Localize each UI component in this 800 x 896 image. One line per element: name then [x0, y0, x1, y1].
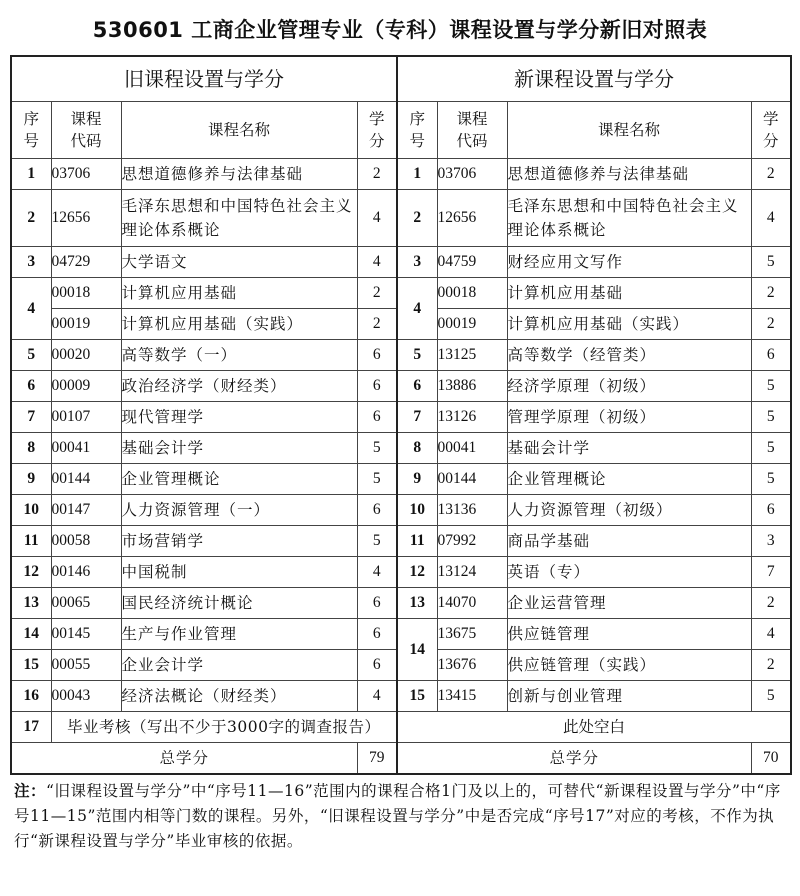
- new-seq: 15: [397, 681, 437, 712]
- page-title: 530601 工商企业管理专业（专科）课程设置与学分新旧对照表: [92, 18, 708, 42]
- new-name: 毛泽东思想和中国特色社会主义理论体系概论: [507, 190, 751, 247]
- old-credit: 6: [357, 340, 397, 371]
- old-seq-header: 序号: [11, 102, 51, 159]
- old-code: 12656: [51, 190, 121, 247]
- old-name: 人力资源管理（一）: [121, 495, 357, 526]
- new-code: 13136: [437, 495, 507, 526]
- new-name: 经济学原理（初级）: [507, 371, 751, 402]
- new-name: 计算机应用基础: [507, 278, 751, 309]
- new-credit: 6: [751, 340, 791, 371]
- old-seq: 16: [11, 681, 51, 712]
- old-seq: 9: [11, 464, 51, 495]
- new-code: 07992: [437, 526, 507, 557]
- old-code: 00147: [51, 495, 121, 526]
- old-credit: 4: [357, 190, 397, 247]
- new-name: 商品学基础: [507, 526, 751, 557]
- old-name: 生产与作业管理: [121, 619, 357, 650]
- old-code: 00018: [51, 278, 121, 309]
- new-seq: 14: [397, 619, 437, 681]
- new-seq: 6: [397, 371, 437, 402]
- new-name: 思想道德修养与法律基础: [507, 159, 751, 190]
- new-name: 管理学原理（初级）: [507, 402, 751, 433]
- old-name: 企业会计学: [121, 650, 357, 681]
- new-name: 人力资源管理（初级）: [507, 495, 751, 526]
- old-name-header: 课程名称: [121, 102, 357, 159]
- old-name: 现代管理学: [121, 402, 357, 433]
- new-seq: 9: [397, 464, 437, 495]
- new-code: 13126: [437, 402, 507, 433]
- new-code: 00018: [437, 278, 507, 309]
- new-seq: 7: [397, 402, 437, 433]
- old-seq: 2: [11, 190, 51, 247]
- new-name: 英语（专）: [507, 557, 751, 588]
- new-section-title: 新课程设置与学分: [397, 56, 791, 102]
- new-seq: 1: [397, 159, 437, 190]
- new-code: 13124: [437, 557, 507, 588]
- old-name: 大学语文: [121, 247, 357, 278]
- old-name: 计算机应用基础（实践）: [121, 309, 357, 340]
- table-row: [11, 526, 791, 557]
- table-row: [11, 464, 791, 495]
- graduation-assessment: 毕业考核（写出不少于3000字的调查报告）: [51, 712, 397, 743]
- old-credit: 6: [357, 650, 397, 681]
- old-name: 政治经济学（财经类）: [121, 371, 357, 402]
- old-seq: 7: [11, 402, 51, 433]
- table-row: [11, 247, 791, 278]
- old-name: 企业管理概论: [121, 464, 357, 495]
- old-credit: 2: [357, 309, 397, 340]
- table-row: [11, 190, 791, 247]
- new-name-header: 课程名称: [507, 102, 751, 159]
- new-credit: 2: [751, 309, 791, 340]
- old-name: 计算机应用基础: [121, 278, 357, 309]
- new-code: 13676: [437, 650, 507, 681]
- new-total-credit: 70: [751, 743, 791, 775]
- new-credit: 5: [751, 371, 791, 402]
- old-seq: 10: [11, 495, 51, 526]
- new-name: 高等数学（经管类）: [507, 340, 751, 371]
- old-credit: 5: [357, 433, 397, 464]
- new-code: 13415: [437, 681, 507, 712]
- old-seq: 5: [11, 340, 51, 371]
- new-seq: 10: [397, 495, 437, 526]
- old-credit: 6: [357, 402, 397, 433]
- old-seq: 11: [11, 526, 51, 557]
- new-name: 基础会计学: [507, 433, 751, 464]
- new-seq: 3: [397, 247, 437, 278]
- old-credit: 4: [357, 557, 397, 588]
- section-header-row: [11, 56, 791, 102]
- table-row: [11, 371, 791, 402]
- new-seq: 2: [397, 190, 437, 247]
- table-row: [11, 433, 791, 464]
- table-row: [11, 495, 791, 526]
- old-total-label: 总学分: [11, 743, 357, 775]
- new-code: 12656: [437, 190, 507, 247]
- old-credit: 4: [357, 247, 397, 278]
- old-seq: 8: [11, 433, 51, 464]
- old-section-title: 旧课程设置与学分: [11, 56, 397, 102]
- old-code: 00043: [51, 681, 121, 712]
- old-seq: 3: [11, 247, 51, 278]
- new-credit: 2: [751, 159, 791, 190]
- new-credit: 3: [751, 526, 791, 557]
- new-seq: 4: [397, 278, 437, 340]
- old-credit: 6: [357, 619, 397, 650]
- old-code: 00020: [51, 340, 121, 371]
- new-seq: 11: [397, 526, 437, 557]
- old-seq: 12: [11, 557, 51, 588]
- old-total-credit: 79: [357, 743, 397, 775]
- new-credit: 7: [751, 557, 791, 588]
- footnote-label: 注：: [14, 782, 47, 800]
- old-code: 00107: [51, 402, 121, 433]
- old-name: 国民经济统计概论: [121, 588, 357, 619]
- table-row: [11, 402, 791, 433]
- new-seq: 13: [397, 588, 437, 619]
- old-credit: 6: [357, 495, 397, 526]
- table-row: [11, 340, 791, 371]
- old-code: 00144: [51, 464, 121, 495]
- new-name: 企业运营管理: [507, 588, 751, 619]
- new-credit: 4: [751, 619, 791, 650]
- old-name: 思想道德修养与法律基础: [121, 159, 357, 190]
- old-name: 市场营销学: [121, 526, 357, 557]
- new-code: 00019: [437, 309, 507, 340]
- table-row: [11, 159, 791, 190]
- old-code: 00041: [51, 433, 121, 464]
- old-credit: 5: [357, 526, 397, 557]
- old-credit: 6: [357, 588, 397, 619]
- new-code: 13675: [437, 619, 507, 650]
- new-credit: 5: [751, 247, 791, 278]
- table-row: [11, 588, 791, 619]
- new-name: 计算机应用基础（实践）: [507, 309, 751, 340]
- old-code: 00146: [51, 557, 121, 588]
- old-code: 04729: [51, 247, 121, 278]
- new-credit: 5: [751, 402, 791, 433]
- old-name: 经济法概论（财经类）: [121, 681, 357, 712]
- footnote: [14, 779, 786, 854]
- course-comparison-table: [10, 55, 792, 775]
- new-name: 企业管理概论: [507, 464, 751, 495]
- old-code: 00009: [51, 371, 121, 402]
- table-row: [11, 619, 791, 650]
- table-row: [11, 278, 791, 309]
- new-code-header: 课程代码: [437, 102, 507, 159]
- new-code: 00041: [437, 433, 507, 464]
- old-credit-header: 学分: [357, 102, 397, 159]
- new-code: 00144: [437, 464, 507, 495]
- old-credit: 2: [357, 159, 397, 190]
- new-seq: 8: [397, 433, 437, 464]
- old-name: 高等数学（一）: [121, 340, 357, 371]
- new-name: 供应链管理: [507, 619, 751, 650]
- new-name: 财经应用文写作: [507, 247, 751, 278]
- new-code: 13125: [437, 340, 507, 371]
- old-code-header: 课程代码: [51, 102, 121, 159]
- old-credit: 2: [357, 278, 397, 309]
- old-seq: 14: [11, 619, 51, 650]
- old-credit: 4: [357, 681, 397, 712]
- old-code: 00019: [51, 309, 121, 340]
- footnote-text: “旧课程设置与学分”中“序号11—16”范围内的课程合格1门及以上的，可替代“新课程设置与学分”中“序号11—15”范围内相等门数的课程。另外，“旧课程设置与学分”中是否完成“序号17”对应的考核，不作为执行“新课程设置与学分”毕业审核的依据。: [14, 782, 781, 850]
- new-seq: 12: [397, 557, 437, 588]
- new-code: 03706: [437, 159, 507, 190]
- old-seq: 6: [11, 371, 51, 402]
- new-total-label: 总学分: [397, 743, 751, 775]
- column-header-row: [11, 102, 791, 159]
- new-name: 供应链管理（实践）: [507, 650, 751, 681]
- new-credit: 2: [751, 278, 791, 309]
- new-credit: 5: [751, 464, 791, 495]
- old-code: 00145: [51, 619, 121, 650]
- table-row: [11, 681, 791, 712]
- old-seq: 13: [11, 588, 51, 619]
- old-credit: 5: [357, 464, 397, 495]
- table-row: [11, 712, 791, 743]
- old-name: 基础会计学: [121, 433, 357, 464]
- new-name: 创新与创业管理: [507, 681, 751, 712]
- new-credit: 2: [751, 650, 791, 681]
- new-credit: 4: [751, 190, 791, 247]
- old-code: 00058: [51, 526, 121, 557]
- new-credit: 5: [751, 433, 791, 464]
- old-code: 00065: [51, 588, 121, 619]
- old-seq: 4: [11, 278, 51, 340]
- old-credit: 6: [357, 371, 397, 402]
- table-row: [11, 557, 791, 588]
- new-seq-header: 序号: [397, 102, 437, 159]
- old-seq: 1: [11, 159, 51, 190]
- new-code: 13886: [437, 371, 507, 402]
- new-credit: 6: [751, 495, 791, 526]
- old-name: 毛泽东思想和中国特色社会主义理论体系概论: [121, 190, 357, 247]
- old-code: 00055: [51, 650, 121, 681]
- old-name: 中国税制: [121, 557, 357, 588]
- new-credit: 5: [751, 681, 791, 712]
- new-seq: 5: [397, 340, 437, 371]
- total-row: [11, 743, 791, 775]
- old-seq: 17: [11, 712, 51, 743]
- old-seq: 15: [11, 650, 51, 681]
- new-credit-header: 学分: [751, 102, 791, 159]
- new-credit: 2: [751, 588, 791, 619]
- old-code: 03706: [51, 159, 121, 190]
- blank-note: 此处空白: [397, 712, 791, 743]
- new-code: 14070: [437, 588, 507, 619]
- new-code: 04759: [437, 247, 507, 278]
